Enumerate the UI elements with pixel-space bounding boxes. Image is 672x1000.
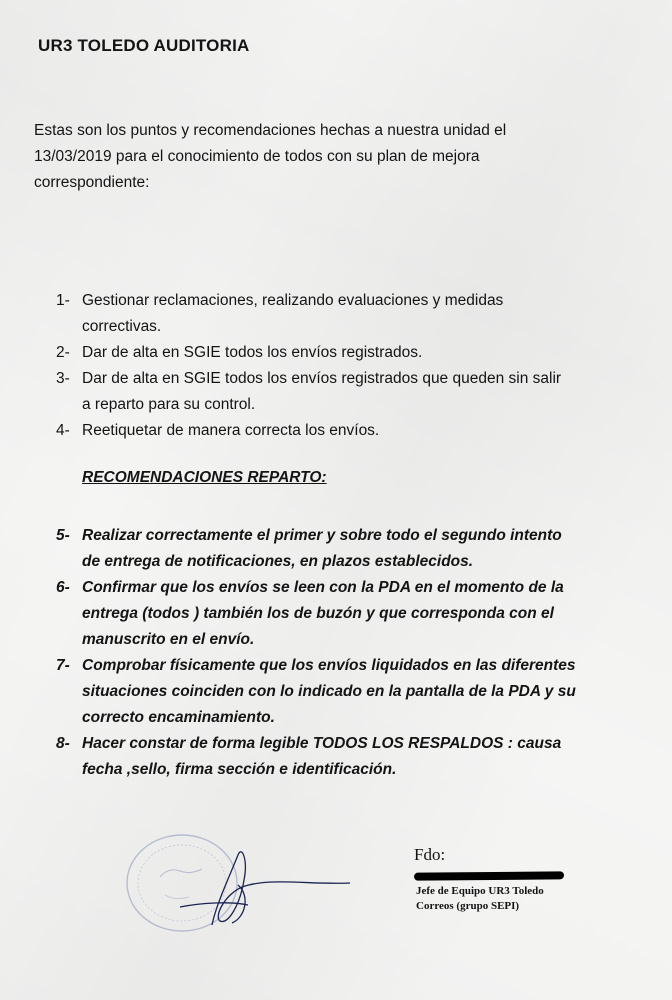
recommendation-8: [56, 731, 596, 783]
intro-line: Estas son los puntos y recomendaciones hechas a nuestra unidad el: [34, 122, 507, 139]
point-text-line: correctivas.: [82, 318, 162, 335]
signatory-role: [416, 884, 544, 914]
recommendation-text-line: Realizar correctamente el primer y sobre todo el segundo intento: [82, 527, 562, 544]
recommendation-text-line: de entrega de notificaciones, en plazos establecidos.: [82, 553, 474, 570]
point-text-line: Dar de alta en SGIE todos los envíos registrados que queden sin salir: [82, 370, 562, 387]
handwritten-signature: [180, 852, 350, 925]
point-number: 2-: [56, 344, 70, 361]
redacted-name-bar: [414, 871, 564, 880]
recommendations-list: [56, 523, 596, 783]
point-text-line: Reetiquetar de manera correcta los envíos.: [82, 422, 380, 439]
audit-point-4: [56, 418, 596, 444]
audit-point-3: [56, 366, 596, 418]
recommendation-text-line: manuscrito en el envío.: [82, 631, 255, 648]
intro-line: correspondiente:: [34, 174, 150, 191]
intro-paragraph: [34, 118, 564, 196]
recommendation-number: 6-: [56, 579, 70, 596]
recommendation-text-line: fecha ,sello, firma sección e identificación.: [82, 761, 397, 778]
point-number: 1-: [56, 292, 70, 309]
recommendation-5: [56, 523, 596, 575]
recommendation-6: [56, 575, 596, 653]
stamp-and-signature: [120, 825, 360, 945]
point-number: 4-: [56, 422, 70, 439]
audit-point-1: [56, 288, 596, 340]
recommendation-number: 8-: [56, 735, 70, 752]
recommendation-text-line: correcto encaminamiento.: [82, 709, 275, 726]
recommendation-text-line: Hacer constar de forma legible TODOS LOS RESPALDOS : causa: [82, 735, 562, 752]
role-line: Correos (grupo SEPI): [416, 900, 520, 912]
recommendation-text-line: Confirmar que los envíos se leen con la PDA en el momento de la: [82, 579, 564, 596]
audit-point-2: [56, 340, 596, 366]
seal-stamp: [127, 835, 237, 931]
point-text-line: Dar de alta en SGIE todos los envíos registrados.: [82, 344, 423, 361]
recommendation-7: [56, 653, 596, 731]
point-text-line: a reparto para su control.: [82, 396, 256, 413]
recommendation-number: 5-: [56, 527, 70, 544]
role-line: Jefe de Equipo UR3 Toledo: [416, 885, 544, 897]
recommendation-text-line: Comprobar físicamente que los envíos liquidados en las diferentes: [82, 657, 576, 674]
fdo-label: Fdo:: [414, 845, 446, 864]
point-number: 3-: [56, 370, 70, 387]
recommendation-number: 7-: [56, 657, 70, 674]
audit-points-list: [56, 288, 596, 444]
document-title: UR3 TOLEDO AUDITORIA: [38, 36, 250, 55]
recommendation-text-line: entrega (todos ) también los de buzón y que corresponda con el: [82, 605, 554, 622]
recommendations-heading: RECOMENDACIONES REPARTO:: [82, 469, 327, 486]
point-text-line: Gestionar reclamaciones, realizando evaluaciones y medidas: [82, 292, 504, 309]
intro-line: 13/03/2019 para el conocimiento de todos con su plan de mejora: [34, 148, 480, 165]
recommendation-text-line: situaciones coinciden con lo indicado en la pantalla de la PDA y su: [82, 683, 576, 700]
